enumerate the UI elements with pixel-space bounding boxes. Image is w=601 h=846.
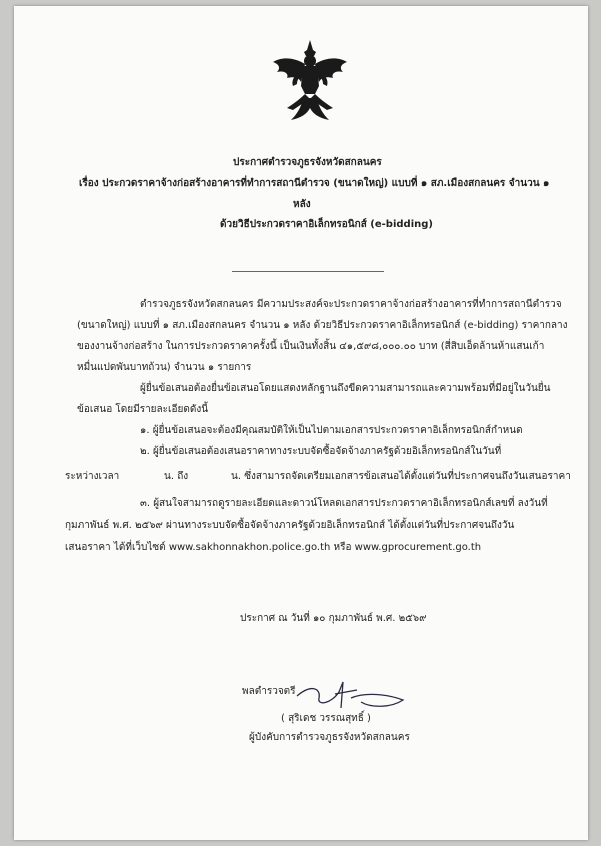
method-line: ด้วยวิธีประกวดราคาอิเล็กทรอนิกส์ (e-bidding) <box>220 219 433 230</box>
heading-divider <box>232 271 384 272</box>
subject-line: เรื่อง ประกวดราคาจ้างก่อสร้างอาคารที่ทำการสถานีตำรวจ (ขนาดใหญ่) แบบที่ ๑ สภ.เมืองสกลนคร จำนวน ๑ <box>79 178 550 189</box>
para1-line2: (ขนาดใหญ่) แบบที่ ๑ สภ.เมืองสกลนคร จำนวน ๑ หลัง ด้วยวิธีประกวดราคาอิเล็กทรอนิกส์ (e-bidding) ราคากลาง <box>77 320 568 331</box>
signatory-rank: พลตำรวจตรี <box>242 686 296 697</box>
subject-line-cont: หลัง <box>293 199 311 210</box>
document-page <box>14 6 588 840</box>
signatory-name: ( สุริเดช วรรณสุทธิ์ ) <box>281 713 371 724</box>
item-2: ๒. ผู้ยื่นข้อเสนอต้องเสนอราคาทางระบบจัดซื้อจัดจ้างภาครัฐด้วยอิเล็กทรอนิกส์ในวันที่ <box>140 446 502 457</box>
signature-scribble <box>291 674 411 714</box>
item-2-time-label: ระหว่างเวลา <box>65 471 120 482</box>
item-1: ๑. ผู้ยื่นข้อเสนอจะต้องมีคุณสมบัติให้เป็นไปตามเอกสารประกวดราคาอิเล็กทรอนิกส์กำหนด <box>140 425 523 436</box>
garuda-emblem-icon <box>267 38 353 124</box>
item-3-line2: กุมภาพันธ์ พ.ศ. ๒๕๖๙ ผ่านทางระบบจัดซื้อจัดจ้างภาครัฐด้วยอิเล็กทรอนิกส์ ได้ตั้งแต่วันที่ประกาศจนถึงวัน <box>65 520 515 531</box>
para2-line2: ข้อเสนอ โดยมีรายละเอียดดังนี้ <box>77 404 209 415</box>
para1-line3: ของงานจ้างก่อสร้าง ในการประกวดราคาครั้งนี้ เป็นเงินทั้งสิ้น ๔๑,๕๙๘,๐๐๐.๐๐ บาท (สี่สิบเอ็ดล้านห้าแสนเก้า <box>77 341 545 352</box>
para2-line1: ผู้ยื่นข้อเสนอต้องยื่นข้อเสนอโดยแสดงหลักฐานถึงขีดความสามารถและความพร้อมที่มีอยู่ในวันยื่น <box>140 383 551 394</box>
item-3-line3: เสนอราคา ได้ที่เว็บไซต์ www.sakhonnakhon.police.go.th หรือ www.gprocurement.go.th <box>65 542 482 553</box>
item-2-time-to: น. ถึง <box>164 471 189 482</box>
announcement-title: ประกาศตำรวจภูธรจังหวัดสกลนคร <box>233 157 382 168</box>
item-3-line1: ๓. ผู้สนใจสามารถดูรายละเอียดและดาวน์โหลดเอกสารประกวดราคาอิเล็กทรอนิกส์เลขที่ ลงวันที่ <box>140 498 548 509</box>
announcement-date: ประกาศ ณ วันที่ ๑๐ กุมภาพันธ์ พ.ศ. ๒๕๖๙ <box>240 613 427 624</box>
signatory-position: ผู้บังคับการตำรวจภูธรจังหวัดสกลนคร <box>249 732 410 743</box>
para1-line1: ตำรวจภูธรจังหวัดสกลนคร มีความประสงค์จะประกวดราคาจ้างก่อสร้างอาคารที่ทำการสถานีตำรวจ <box>140 299 562 310</box>
item-2-cont: น. ซึ่งสามารถจัดเตรียมเอกสารข้อเสนอได้ตั้งแต่วันที่ประกาศจนถึงวันเสนอราคา <box>231 471 571 482</box>
para1-line4: หมื่นแปดพันบาทถ้วน) จำนวน ๑ รายการ <box>77 362 252 373</box>
